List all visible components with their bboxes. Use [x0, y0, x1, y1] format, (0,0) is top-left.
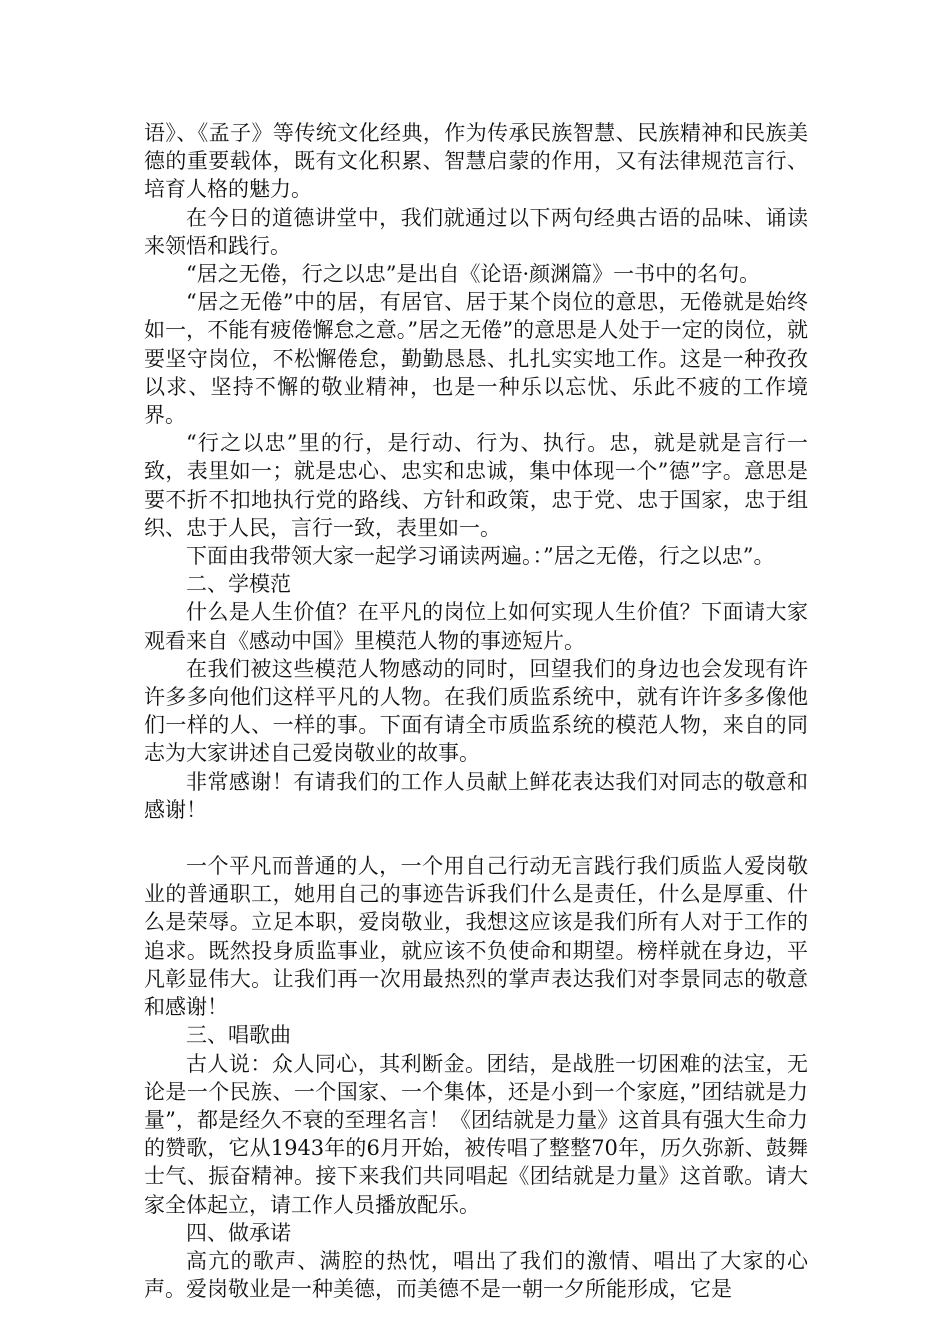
paragraph: 高亢的歌声、满腔的热忱，唱出了我们的激情、唱出了大家的心声。爱岗敬业是一种美德，而美德不是一朝一夕所能形成，它是	[144, 1248, 808, 1302]
paragraph: “居之无倦，行之以忠”是出自《论语·颜渊篇》一书中的名句。	[186, 262, 761, 287]
paragraph: 非常感谢！有请我们的工作人员献上鲜花表达我们对同志的敬意和感谢！	[144, 769, 808, 822]
paragraph: “行之以忠”里的行，是行动、行为、执行。忠，就是就是言行一致，表里如一；就是忠心、忠实和忠诚，集中体现一个”德”字。意思是要不折不扣地执行党的路线、方针和政策，忠于党、忠于国家，忠于组织、忠于人民，言行一致，表里如一。	[144, 431, 808, 540]
paragraph: “居之无倦”中的居，有居官、居于某个岗位的意思，无倦就是始终如一，不能有疲倦懈怠之意。”居之无倦”的意思是人处于一定的岗位，就要坚守岗位，不松懈倦怠，勤勤恳恳、扎扎实实地工作。这是一种孜孜以求、坚持不懈的敬业精神，也是一种乐以忘忧、乐此不疲的工作境界。	[144, 290, 808, 428]
section-heading: 四、做承诺	[186, 1220, 291, 1245]
paragraph: 语》、《孟子》等传统文化经典，作为传承民族智慧、民族精神和民族美德的重要载体，既有文化积累、智慧启蒙的作用，又有法律规范言行、培育人格的魅力。	[144, 121, 808, 202]
paragraph: 下面由我带领大家一起学习诵读两遍。：”居之无倦，行之以忠”。	[186, 544, 775, 569]
paragraph: 一个平凡而普通的人，一个用自己行动无言践行我们质监人爱岗敬业的普通职工，她用自己的事迹告诉我们什么是责任，什么是厚重、什么是荣辱。立足本职，爱岗敬业，我想这应该是我们所有人对于工作的追求。既然投身质监事业，就应该不负使命和期望。榜样就在身边，平凡彰显伟大。让我们再一次用最热烈的掌声表达我们对李景同志的敬意和感谢！	[144, 854, 808, 1020]
section-heading: 三、唱歌曲	[186, 1023, 291, 1048]
blank-line	[144, 824, 808, 852]
paragraph: 在今日的道德讲堂中，我们就通过以下两句经典古语的品味、诵读来领悟和践行。	[144, 205, 808, 258]
paragraph: 在我们被这些模范人物感动的同时，回望我们的身边也会发现有许许多多向他们这样平凡的人物。在我们质监系统中，就有许许多多像他们一样的人、一样的事。下面有请全市质监系统的模范人物，来自的同志为大家讲述自己爱岗敬业的故事。	[144, 656, 808, 766]
section-heading: 二、学模范	[186, 572, 291, 597]
paragraph: 古人说：众人同心，其利断金。团结，是战胜一切困难的法宝，无论是一个民族、一个国家、一个集体，还是小到一个家庭，”团结就是力量”，都是经久不衰的至理名言！《团结就是力量》这首具有强大生命力的赞歌，它从1943年的6月开始，被传唱了整整70年，历久弥新、鼓舞士气、振奋精神。接下来我们共同唱起《团结就是力量》这首歌。请大家全体起立，请工作人员播放配乐。	[144, 1051, 808, 1217]
paragraph: 什么是人生价值？在平凡的岗位上如何实现人生价值？下面请大家观看来自《感动中国》里模范人物的事迹短片。	[144, 600, 808, 653]
document-page	[144, 119, 808, 1303]
